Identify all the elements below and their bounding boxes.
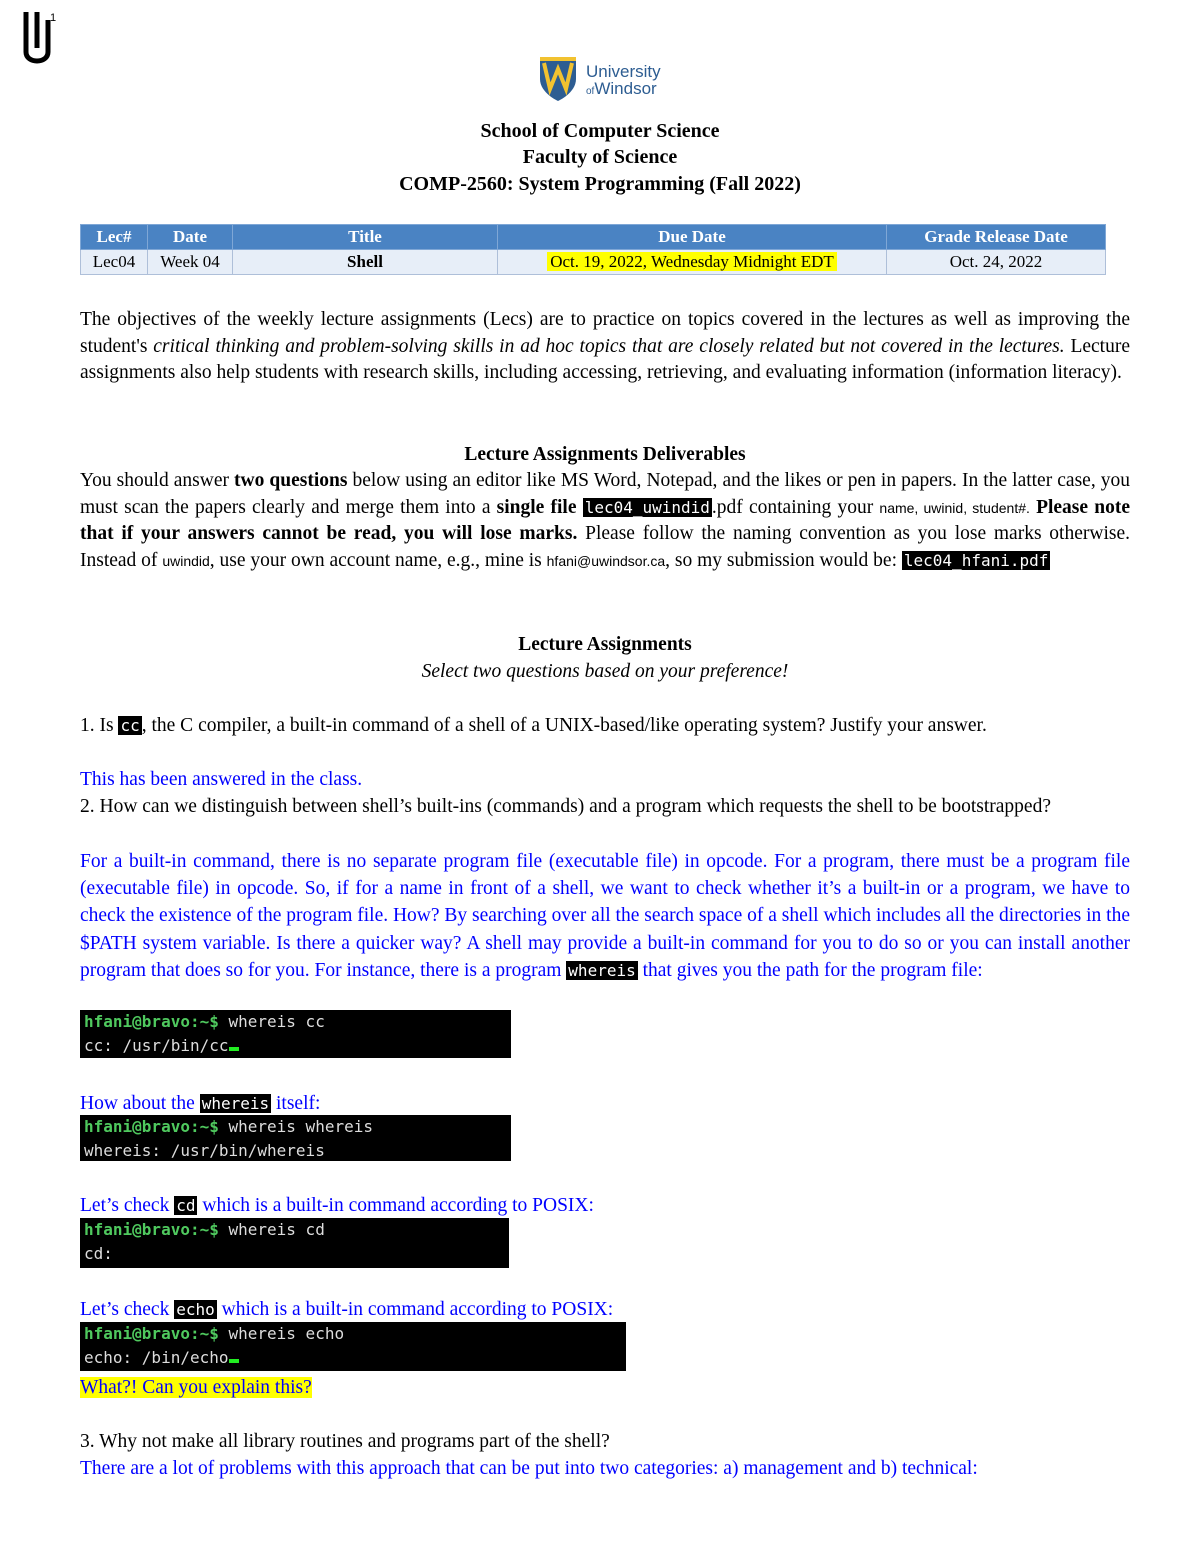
- col-header: Lec#: [81, 225, 148, 250]
- filename-code: lec04_uwindid: [584, 497, 710, 517]
- deliverables-paragraph: [80, 468, 1130, 575]
- shield-icon: [538, 55, 578, 103]
- bold-text: single file: [496, 496, 577, 518]
- text: .pdf containing your: [711, 496, 880, 518]
- text: 1. Is: [80, 715, 119, 736]
- bold-text: two questions: [234, 470, 348, 491]
- text: which is a built-in command according to POSIX:: [197, 1195, 594, 1216]
- how-about-line: [80, 1091, 1130, 1118]
- terminal-whereis-whereis: [80, 1115, 511, 1161]
- table-header-row: [81, 225, 1106, 250]
- cursor: [229, 1047, 239, 1051]
- table-row: [81, 250, 1106, 275]
- terminal-whereis-cc: [80, 1010, 511, 1058]
- answer-2: [80, 848, 1130, 984]
- university-logo: [538, 55, 678, 107]
- text: Please follow the naming convention as you lose marks otherwise. Instead of: [80, 523, 1130, 572]
- terminal-whereis-echo: [80, 1322, 626, 1371]
- inline-code: whereis: [568, 960, 636, 980]
- assignments-subtitle: Select two questions based on your preference!: [421, 661, 789, 682]
- prompt: hfani@bravo:~$: [84, 1324, 219, 1343]
- command: whereis cc: [218, 1012, 325, 1031]
- col-header: Date: [148, 225, 233, 250]
- inline-code: whereis: [201, 1094, 270, 1113]
- deliverables-title: Lecture Assignments Deliverables: [464, 444, 746, 465]
- paperclip-icon: [18, 8, 64, 70]
- terminal-whereis-cd: [80, 1218, 509, 1268]
- text: itself:: [271, 1093, 321, 1114]
- text: For a built-in command, there is no separate program file (executable file) in opcode. For a program, there must be a program file (executable file) in opcode. So, if for a name in front of a shell, we want to check whether it’s a built-in or a program, we have to check the existence of the program file. How? By searching over all the search space of a shell which includes all the directories in the $PATH system variable. Is there a quicker way? A shell may provide a built-in command for you to do so or you can install another program that does so for you. For instance, there is a program: [80, 851, 1130, 981]
- check-cd-line: [80, 1193, 1130, 1220]
- col-header: Grade Release Date: [887, 225, 1106, 250]
- answer-1: This has been answered in the class.: [80, 769, 363, 790]
- text: , so my submission would be:: [665, 550, 902, 572]
- assignment-info-table: [80, 224, 1106, 275]
- page-number: 1: [50, 12, 57, 24]
- text: You should answer: [80, 470, 235, 491]
- text: Let’s check: [80, 1299, 175, 1320]
- output: cd:: [84, 1244, 113, 1263]
- output: cc: /usr/bin/cc: [84, 1036, 229, 1055]
- cell-grade-release: Oct. 24, 2022: [887, 250, 1106, 275]
- highlighted-question: What?! Can you explain this?: [80, 1377, 312, 1398]
- intro-text: The objectives of the weekly lecture assignments (Lecs) are to practice on topics covered in the lectures as well as improving the student's: [80, 309, 1130, 357]
- cell-date: Week 04: [148, 250, 233, 275]
- check-echo-line: [80, 1297, 1130, 1324]
- cell-title: Shell: [233, 250, 498, 275]
- course-heading: COMP-2560: System Programming (Fall 2022): [399, 173, 801, 195]
- prompt: hfani@bravo:~$: [84, 1117, 219, 1136]
- text: , use your own account name, e.g., mine is: [209, 550, 547, 572]
- what-line: [80, 1375, 1130, 1402]
- text: which is a built-in command according to POSIX:: [216, 1299, 614, 1320]
- inline-code: echo: [176, 1300, 215, 1319]
- inline-code: cc: [120, 716, 140, 735]
- small-text: name, uwinid, student#.: [879, 499, 1030, 516]
- filename-code: lec04_hfani.pdf: [903, 551, 1049, 571]
- inline-code: cd: [176, 1196, 196, 1215]
- col-header: Title: [233, 225, 498, 250]
- faculty-heading: Faculty of Science: [522, 146, 678, 168]
- cell-lec: Lec04: [81, 250, 148, 275]
- text: Let’s check: [80, 1195, 175, 1216]
- intro-text-end: Lecture assignments also help students with research skills, including accessing, retrieving, and evaluating information (information literacy).: [80, 335, 1130, 384]
- intro-italic: critical thinking and problem-solving skills in ad hoc topics that are closely related but not covered in the lectures.: [153, 335, 1065, 357]
- logo-of: of: [586, 86, 595, 97]
- small-text: uwindid: [162, 553, 210, 570]
- intro-paragraph: [80, 307, 1130, 387]
- cursor: [229, 1359, 239, 1363]
- question-3: 3. Why not make all library routines and programs part of the shell?: [80, 1431, 610, 1452]
- question-2: 2. How can we distinguish between shell’s built-ins (commands) and a program which requests the shell to be bootstrapped?: [80, 796, 1051, 817]
- command: whereis whereis: [218, 1117, 373, 1136]
- school-heading: School of Computer Science: [480, 120, 720, 142]
- prompt: hfani@bravo:~$: [84, 1012, 219, 1031]
- command: whereis cd: [218, 1220, 325, 1239]
- text: below using an editor like MS Word, Notepad, and the likes or pen in papers. In the latter case, you must scan the papers clearly and merge them into a: [80, 470, 1130, 518]
- assignments-title: Lecture Assignments: [518, 634, 692, 655]
- col-header: Due Date: [498, 225, 887, 250]
- answer-3: There are a lot of problems with this approach that can be put into two categories: a) management and b) technical:: [80, 1458, 978, 1479]
- text: , the C compiler, a built-in command of a shell of a UNIX-based/like operating system? Justify your answer.: [141, 715, 987, 736]
- text: that gives you the path for the program file:: [637, 959, 983, 981]
- output: echo: /bin/echo: [84, 1348, 229, 1367]
- cell-due-date: [498, 250, 887, 275]
- output: whereis: /usr/bin/whereis: [84, 1141, 325, 1160]
- question-1: [80, 713, 1130, 740]
- text: How about the: [80, 1093, 200, 1114]
- bold-text: Please note that if your answers cannot be read, you will lose marks.: [80, 496, 1130, 545]
- due-date-highlight: Oct. 19, 2022, Wednesday Midnight EDT: [547, 252, 837, 271]
- logo-windsor: Windsor: [594, 79, 657, 98]
- small-text: hfani@uwindsor.ca: [546, 553, 666, 570]
- prompt: hfani@bravo:~$: [84, 1220, 219, 1239]
- logo-university: University: [586, 62, 661, 81]
- command: whereis echo: [218, 1324, 345, 1343]
